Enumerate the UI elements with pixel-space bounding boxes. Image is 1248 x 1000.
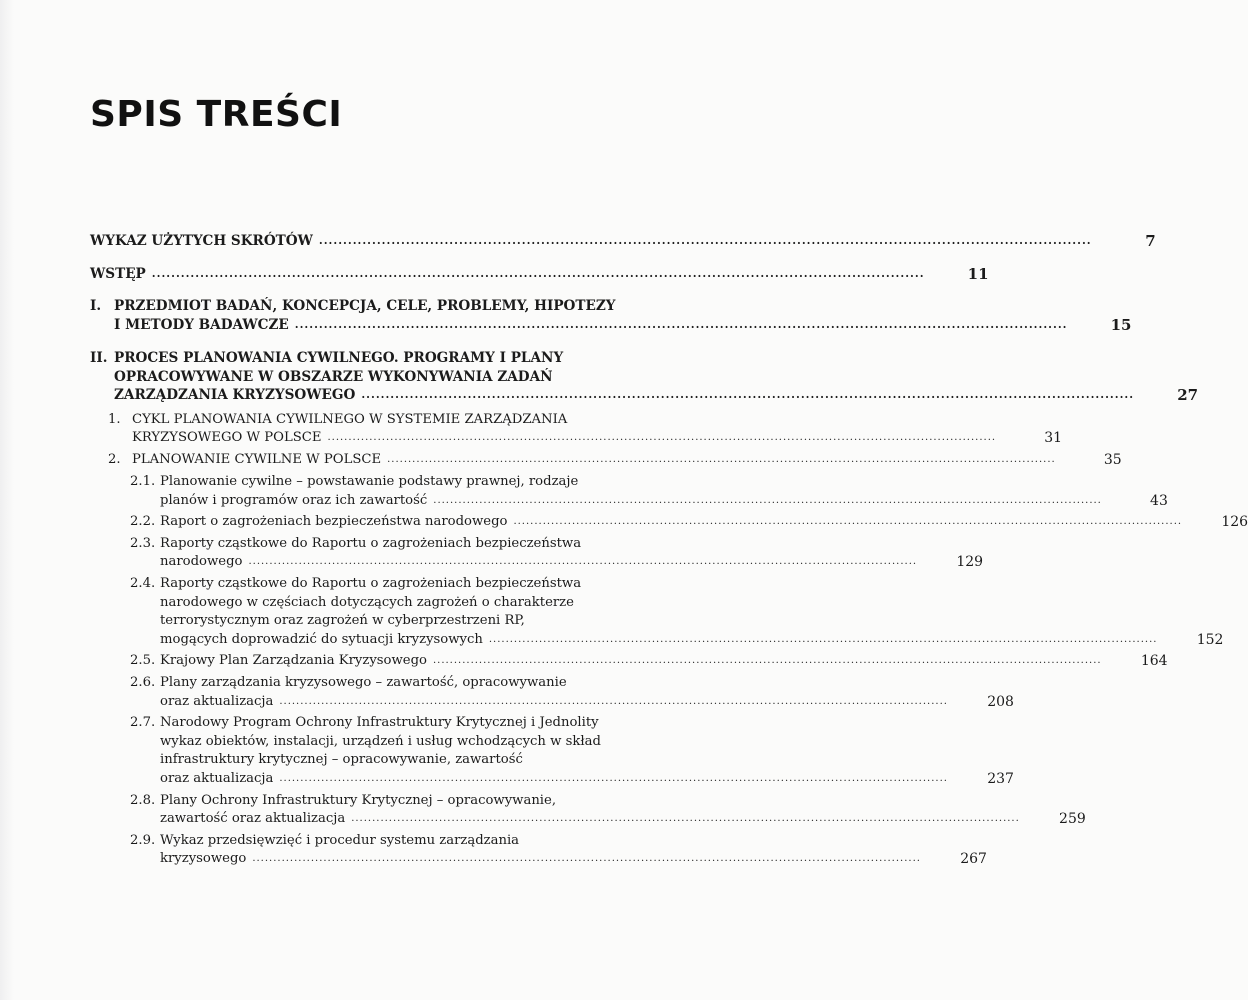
toc-entry-title-line: narodowego w częściach dotyczących zagrożeń o charakterze (160, 594, 574, 610)
toc-entry-title-line: WSTĘP (90, 265, 146, 282)
toc-page-number: 129 (956, 554, 984, 571)
toc-entry-title-line: terrorystycznym oraz zagrożeń w cyberprzestrzeni RP, (160, 613, 525, 629)
toc-entry[interactable] (90, 232, 1156, 251)
toc-entry-number: 2.6. (130, 674, 156, 690)
toc-entry[interactable] (90, 535, 984, 572)
toc-entry-number: 1. (108, 411, 121, 427)
toc-entry-title-line: ZARZĄDZANIA KRYZYSOWEGO (114, 387, 356, 403)
dot-leader: ................................................................................................................................................................ (151, 266, 925, 280)
toc-entry[interactable] (90, 349, 1199, 405)
toc-entry-title-line: Narodowy Program Ochrony Infrastruktury Krytycznej i Jednolity (160, 715, 599, 731)
toc-page-number: 35 (1103, 451, 1122, 468)
dot-leader: ................................................................................................................................................................ (252, 853, 921, 865)
toc-page-number: 31 (1044, 430, 1063, 446)
toc-entry-number: 2.9. (130, 832, 156, 848)
toc-entry-title-line: CYKL PLANOWANIA CYWILNEGO W SYSTEMIE ZARZĄDZANIA (132, 411, 568, 427)
toc-entry[interactable] (90, 473, 1168, 510)
toc-entry-title-line: oraz aktualizacja (160, 770, 274, 786)
toc-entry-title-line: Planowanie cywilne – powstawanie podstawy prawnej, rodzaje (160, 474, 579, 489)
toc-entry[interactable] (90, 652, 1168, 671)
toc-entry-title-line: Plany Ochrony Infrastruktury Krytycznej – opracowywanie, (160, 792, 557, 808)
dot-leader: ................................................................................................................................................................ (351, 813, 1020, 825)
toc-page-number: 126 (1221, 514, 1248, 531)
toc-entry-title-line: PROCES PLANOWANIA CYWILNEGO. PROGRAMY I PLANY (114, 350, 564, 366)
toc-entry[interactable] (90, 714, 1014, 788)
dot-leader: ................................................................................................................................................................ (279, 772, 948, 784)
toc-entry-title-line: Krajowy Plan Zarządzania Kryzysowego (160, 653, 427, 669)
toc-page-number: 27 (1177, 386, 1199, 404)
toc-entry-title-line: zawartość oraz aktualizacja (160, 811, 346, 827)
toc-entry-title-line: mogących doprowadzić do sytuacji kryzysowych (160, 631, 483, 647)
toc-entry-number: 2.2. (130, 514, 156, 530)
dot-leader: ................................................................................................................................................................ (433, 494, 1102, 506)
toc-entry[interactable] (90, 575, 1224, 649)
toc-entry[interactable] (90, 297, 1132, 334)
toc-entry-title-line: I METODY BADAWCZE (114, 316, 289, 333)
dot-leader: ................................................................................................................................................................ (387, 453, 1056, 465)
toc-page-number: 152 (1196, 631, 1224, 648)
toc-page-number: 43 (1150, 492, 1168, 509)
dot-leader: ................................................................................................................................................................ (294, 317, 1068, 331)
toc-entry-title-line: OPRACOWYWANE W OBSZARZE WYKONYWANIA ZADAŃ (114, 368, 553, 385)
toc-entry-title-line: planów i programów oraz ich zawartość (160, 492, 428, 508)
toc-entry-number: 2.5. (130, 653, 156, 669)
page-title: SPIS TREŚCI (90, 94, 343, 135)
toc-entry-title-line: PLANOWANIE CYWILNE W POLSCE (132, 451, 382, 467)
toc-entry-title-line: PRZEDMIOT BADAŃ, KONCEPCJA, CELE, PROBLEMY, HIPOTEZY (114, 298, 616, 314)
toc-entry-title-line: Plany zarządzania kryzysowego – zawartość, opracowywanie (160, 674, 567, 690)
dot-leader: ................................................................................................................................................................ (248, 556, 918, 568)
page-edge-shadow (0, 0, 14, 1000)
dot-leader: ................................................................................................................................................................ (513, 516, 1183, 528)
toc-entry-number: II. (90, 350, 108, 366)
toc-entry-number: 2.3. (130, 535, 156, 551)
toc-page-number: 259 (1059, 811, 1086, 828)
table-of-contents (90, 232, 1248, 869)
toc-entry-title-line: wykaz obiektów, instalacji, urządzeń i usług wchodzących w skład (160, 733, 601, 749)
dot-leader: ................................................................................................................................................................ (318, 234, 1092, 247)
toc-page-number: 164 (1140, 653, 1168, 670)
toc-entry-title-line: WYKAZ UŻYTYCH SKRÓTÓW (90, 233, 313, 249)
toc-page-number: 11 (967, 264, 989, 283)
toc-entry-number: I. (90, 298, 102, 314)
toc-entry-number: 2.1. (130, 474, 156, 489)
toc-entry[interactable] (90, 792, 1086, 829)
toc-entry[interactable] (90, 513, 1248, 532)
toc-entry-title-line: Raport o zagrożeniach bezpieczeństwa narodowego (160, 514, 508, 530)
dot-leader: ................................................................................................................................................................ (279, 695, 948, 707)
toc-entry-number: 2.4. (130, 575, 156, 591)
toc-page-number: 237 (987, 770, 1014, 787)
dot-leader: ................................................................................................................................................................ (488, 633, 1158, 645)
toc-entry[interactable] (90, 451, 1122, 470)
dot-leader: ................................................................................................................................................................ (361, 388, 1135, 401)
toc-entry-title-line: kryzysowego (160, 851, 247, 867)
toc-entry-number: 2. (108, 451, 121, 467)
toc-page-number: 208 (987, 693, 1014, 710)
toc-entry[interactable] (90, 674, 1014, 711)
toc-page-number: 15 (1110, 315, 1132, 334)
toc-entry-title-line: Wykaz przedsięwzięć i procedur systemu zarządzania (160, 832, 520, 848)
toc-entry-title-line: infrastruktury krytycznej – opracowywanie, zawartość (160, 752, 523, 768)
toc-entry-title-line: Raporty cząstkowe do Raportu o zagrożeniach bezpieczeństwa (160, 575, 582, 591)
toc-page-number: 267 (960, 851, 987, 868)
toc-entry[interactable] (90, 264, 989, 284)
toc-entry-title-line: KRYZYSOWEGO W POLSCE (132, 430, 322, 445)
toc-entry[interactable] (90, 411, 1063, 448)
toc-entry-title-line: oraz aktualizacja (160, 693, 274, 709)
toc-entry-title-line: narodowego (160, 554, 243, 570)
dot-leader: ................................................................................................................................................................ (327, 432, 997, 443)
toc-entry-number: 2.7. (130, 715, 156, 731)
dot-leader: ................................................................................................................................................................ (432, 655, 1102, 667)
toc-entry-title-line: Raporty cząstkowe do Raportu o zagrożeniach bezpieczeństwa (160, 535, 582, 551)
toc-entry[interactable] (90, 832, 987, 869)
toc-page-number: 7 (1145, 232, 1156, 250)
toc-entry-number: 2.8. (130, 792, 156, 808)
